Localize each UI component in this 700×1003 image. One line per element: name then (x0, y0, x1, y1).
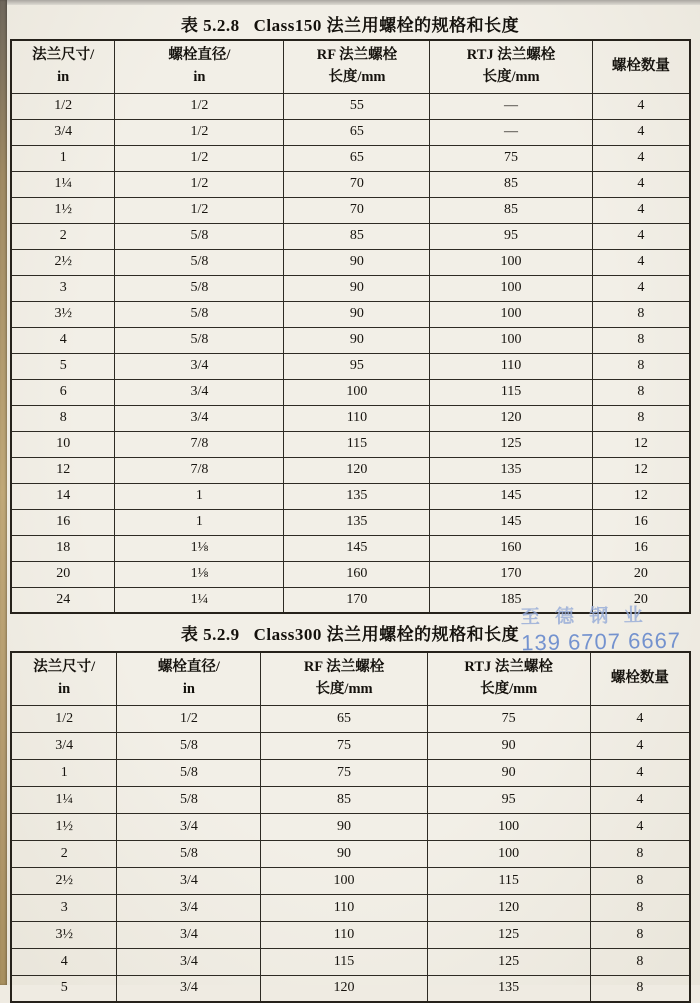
column-header: RF 法兰螺栓 长度/mm (284, 40, 430, 93)
table-cell: 12 (592, 431, 690, 457)
table-cell: 85 (430, 197, 592, 223)
table-cell: 110 (261, 921, 427, 948)
table-cell: 3/4 (117, 894, 261, 921)
class150-table-body (11, 93, 690, 613)
table-cell: 1½ (11, 813, 117, 840)
table-cell: 5 (11, 975, 117, 1002)
table-cell: 100 (427, 840, 590, 867)
table-cell: 1/2 (115, 171, 284, 197)
table-cell: 7/8 (115, 457, 284, 483)
table-cell: 90 (427, 759, 590, 786)
table-cell: 5/8 (115, 223, 284, 249)
table-cell: 4 (592, 119, 690, 145)
table-cell: 12 (592, 457, 690, 483)
table-row (11, 509, 690, 535)
table-cell: 3/4 (117, 867, 261, 894)
table-cell: 4 (592, 171, 690, 197)
column-header: 螺栓数量 (590, 652, 690, 705)
table-cell: 135 (284, 509, 430, 535)
table-cell: 12 (592, 483, 690, 509)
column-header: 螺栓数量 (592, 40, 690, 93)
table-cell: 185 (430, 587, 592, 613)
table-cell: 8 (590, 867, 690, 894)
table-row (11, 483, 690, 509)
table-cell: 90 (284, 301, 430, 327)
table-cell: 120 (427, 894, 590, 921)
table-cell: 4 (590, 813, 690, 840)
table-cell: 4 (11, 327, 115, 353)
table-5-2-9-title (0, 620, 700, 645)
table-cell: 115 (430, 379, 592, 405)
table-cell: 1⅛ (115, 561, 284, 587)
table-cell: 5/8 (115, 249, 284, 275)
table-cell: 100 (427, 813, 590, 840)
table-cell: 110 (284, 405, 430, 431)
table-cell: 100 (284, 379, 430, 405)
table-cell: 4 (592, 223, 690, 249)
column-header: 螺栓直径/ in (115, 40, 284, 93)
table-cell: 65 (284, 119, 430, 145)
table-cell: 4 (592, 249, 690, 275)
table-cell: 90 (284, 275, 430, 301)
table-cell: 10 (11, 431, 115, 457)
table-cell: 16 (592, 535, 690, 561)
table-row (11, 145, 690, 171)
table-row (11, 813, 690, 840)
table-row (11, 301, 690, 327)
table-cell: 18 (11, 535, 115, 561)
table-cell: 70 (284, 197, 430, 223)
table-row (11, 275, 690, 301)
table-cell: 100 (430, 275, 592, 301)
watermark-company-text: 至 德 钢 业 (520, 605, 648, 629)
table-cell: 160 (430, 535, 592, 561)
table-cell: 100 (430, 249, 592, 275)
table-row (11, 171, 690, 197)
table-cell: 1 (11, 145, 115, 171)
table-row (11, 759, 690, 786)
table-cell: 85 (261, 786, 427, 813)
table-5-2-9-title-text: Class300 法兰用螺栓的规格和长度 (253, 625, 520, 644)
table-cell: 5/8 (117, 759, 261, 786)
table-cell: 115 (284, 431, 430, 457)
table-5-2-9-number: 表 5.2.9 (180, 625, 240, 644)
table-cell: 4 (11, 948, 117, 975)
table-cell: 55 (284, 93, 430, 119)
table-cell: 4 (592, 275, 690, 301)
table-5-2-8-title-text: Class150 法兰用螺栓的规格和长度 (253, 16, 520, 35)
table-cell: 145 (430, 509, 592, 535)
table-cell: 1¼ (11, 786, 117, 813)
table-cell: 3/4 (117, 813, 261, 840)
table-cell: 4 (592, 197, 690, 223)
table-cell: 125 (427, 921, 590, 948)
table-row (11, 93, 690, 119)
table-cell: — (430, 93, 592, 119)
table-cell: 8 (592, 405, 690, 431)
table-row (11, 197, 690, 223)
table-cell: 2 (11, 223, 115, 249)
class150-bolt-spec-table (10, 39, 691, 614)
table-cell: 16 (11, 509, 115, 535)
table-cell: 1 (115, 509, 284, 535)
table-cell: 3/4 (11, 119, 115, 145)
table-cell: 90 (284, 327, 430, 353)
table-row (11, 705, 690, 732)
table-cell: 135 (430, 457, 592, 483)
table-cell: 120 (430, 405, 592, 431)
table-cell: 8 (590, 921, 690, 948)
table-cell: 5/8 (117, 840, 261, 867)
column-header: RTJ 法兰螺栓 长度/mm (430, 40, 592, 93)
table-row (11, 223, 690, 249)
table-cell: 1⅛ (115, 535, 284, 561)
table-cell: 20 (592, 587, 690, 613)
table-5-2-8-title (0, 11, 700, 36)
table-cell: 8 (592, 327, 690, 353)
table-cell: 1/2 (115, 145, 284, 171)
table-cell: 7/8 (115, 431, 284, 457)
table-cell: 8 (592, 353, 690, 379)
page-top-edge (0, 0, 700, 5)
table-cell: 4 (590, 759, 690, 786)
table-cell: 8 (590, 840, 690, 867)
table-cell: 4 (592, 93, 690, 119)
table-row (11, 119, 690, 145)
table-cell: 100 (430, 327, 592, 353)
table-row (11, 561, 690, 587)
table-cell: 5/8 (115, 301, 284, 327)
table-cell: 65 (261, 705, 427, 732)
table-cell: 3/4 (117, 975, 261, 1002)
table-cell: 145 (430, 483, 592, 509)
table-cell: 75 (261, 759, 427, 786)
table-cell: 5/8 (117, 732, 261, 759)
table-cell: 4 (590, 786, 690, 813)
table-cell: 115 (261, 948, 427, 975)
table-cell: 110 (430, 353, 592, 379)
table-cell: 1/2 (11, 93, 115, 119)
table-cell: 75 (430, 145, 592, 171)
table-cell: 1/2 (115, 119, 284, 145)
table-row (11, 327, 690, 353)
header-row (11, 40, 690, 93)
table-row (11, 405, 690, 431)
table-cell: 1¼ (115, 587, 284, 613)
table-cell: 1½ (11, 197, 115, 223)
table-row (11, 975, 690, 1002)
table-cell: 115 (427, 867, 590, 894)
table-row (11, 840, 690, 867)
table-row (11, 786, 690, 813)
table-cell: 3/4 (115, 379, 284, 405)
table-cell: 75 (261, 732, 427, 759)
table-cell: 160 (284, 561, 430, 587)
table-cell: 5/8 (115, 275, 284, 301)
table-cell: 125 (430, 431, 592, 457)
table-cell: 12 (11, 457, 115, 483)
table-cell: 110 (261, 894, 427, 921)
table-cell: 16 (592, 509, 690, 535)
table-cell: 6 (11, 379, 115, 405)
table-cell: 120 (284, 457, 430, 483)
table-cell: 135 (427, 975, 590, 1002)
table-cell: 5/8 (115, 327, 284, 353)
table-cell: 8 (590, 894, 690, 921)
table-cell: 3 (11, 894, 117, 921)
table-cell: 1/2 (11, 705, 117, 732)
table-cell: — (430, 119, 592, 145)
table-cell: 85 (430, 171, 592, 197)
column-header: 螺栓直径/ in (117, 652, 261, 705)
table-row (11, 431, 690, 457)
table-row (11, 732, 690, 759)
table-cell: 3 (11, 275, 115, 301)
table-cell: 2 (11, 840, 117, 867)
table-cell: 8 (592, 301, 690, 327)
table-cell: 8 (590, 948, 690, 975)
table-cell: 3/4 (11, 732, 117, 759)
table-cell: 145 (284, 535, 430, 561)
table-row (11, 249, 690, 275)
table-cell: 3/4 (117, 921, 261, 948)
table-cell: 24 (11, 587, 115, 613)
column-header: 法兰尺寸/ in (11, 40, 115, 93)
table-cell: 70 (284, 171, 430, 197)
table-cell: 20 (592, 561, 690, 587)
table-cell: 90 (427, 732, 590, 759)
table-cell: 90 (261, 840, 427, 867)
table-cell: 4 (590, 705, 690, 732)
table-cell: 90 (261, 813, 427, 840)
table-cell: 4 (590, 732, 690, 759)
table-cell: 5/8 (117, 786, 261, 813)
table-5-2-8-number: 表 5.2.8 (180, 16, 240, 35)
table-cell: 1 (115, 483, 284, 509)
table-cell: 65 (284, 145, 430, 171)
table-cell: 3½ (11, 921, 117, 948)
page-left-binding-edge (0, 0, 7, 985)
table-cell: 3½ (11, 301, 115, 327)
table-cell: 75 (427, 705, 590, 732)
table-cell: 8 (590, 975, 690, 1002)
table-cell: 1 (11, 759, 117, 786)
table-cell: 90 (284, 249, 430, 275)
table-cell: 170 (430, 561, 592, 587)
table-cell: 170 (284, 587, 430, 613)
table-cell: 2½ (11, 249, 115, 275)
table-cell: 8 (592, 379, 690, 405)
header-row (11, 652, 690, 705)
table-cell: 3/4 (115, 353, 284, 379)
table-row (11, 921, 690, 948)
table-cell: 100 (430, 301, 592, 327)
table-row (11, 353, 690, 379)
table-row (11, 457, 690, 483)
table-row (11, 894, 690, 921)
table-cell: 100 (261, 867, 427, 894)
class300-bolt-spec-table (10, 651, 691, 1003)
class300-table-header (11, 652, 690, 705)
table-cell: 95 (284, 353, 430, 379)
class300-table-body (11, 705, 690, 1002)
table-cell: 14 (11, 483, 115, 509)
table-row (11, 379, 690, 405)
table-cell: 95 (430, 223, 592, 249)
table-cell: 125 (427, 948, 590, 975)
table-cell: 8 (11, 405, 115, 431)
class150-table-header (11, 40, 690, 93)
table-cell: 3/4 (117, 948, 261, 975)
table-row (11, 948, 690, 975)
column-header: RF 法兰螺栓 长度/mm (261, 652, 427, 705)
table-row (11, 867, 690, 894)
table-cell: 95 (427, 786, 590, 813)
table-cell: 120 (261, 975, 427, 1002)
column-header: 法兰尺寸/ in (11, 652, 117, 705)
table-cell: 5 (11, 353, 115, 379)
table-cell: 20 (11, 561, 115, 587)
table-cell: 3/4 (115, 405, 284, 431)
table-row (11, 587, 690, 613)
column-header: RTJ 法兰螺栓 长度/mm (427, 652, 590, 705)
table-cell: 1/2 (117, 705, 261, 732)
table-cell: 1¼ (11, 171, 115, 197)
table-cell: 1/2 (115, 197, 284, 223)
table-row (11, 535, 690, 561)
table-cell: 1/2 (115, 93, 284, 119)
table-cell: 4 (592, 145, 690, 171)
table-cell: 85 (284, 223, 430, 249)
table-cell: 135 (284, 483, 430, 509)
table-cell: 2½ (11, 867, 117, 894)
watermark-phone-number: 139 6707 6667 (521, 627, 682, 656)
